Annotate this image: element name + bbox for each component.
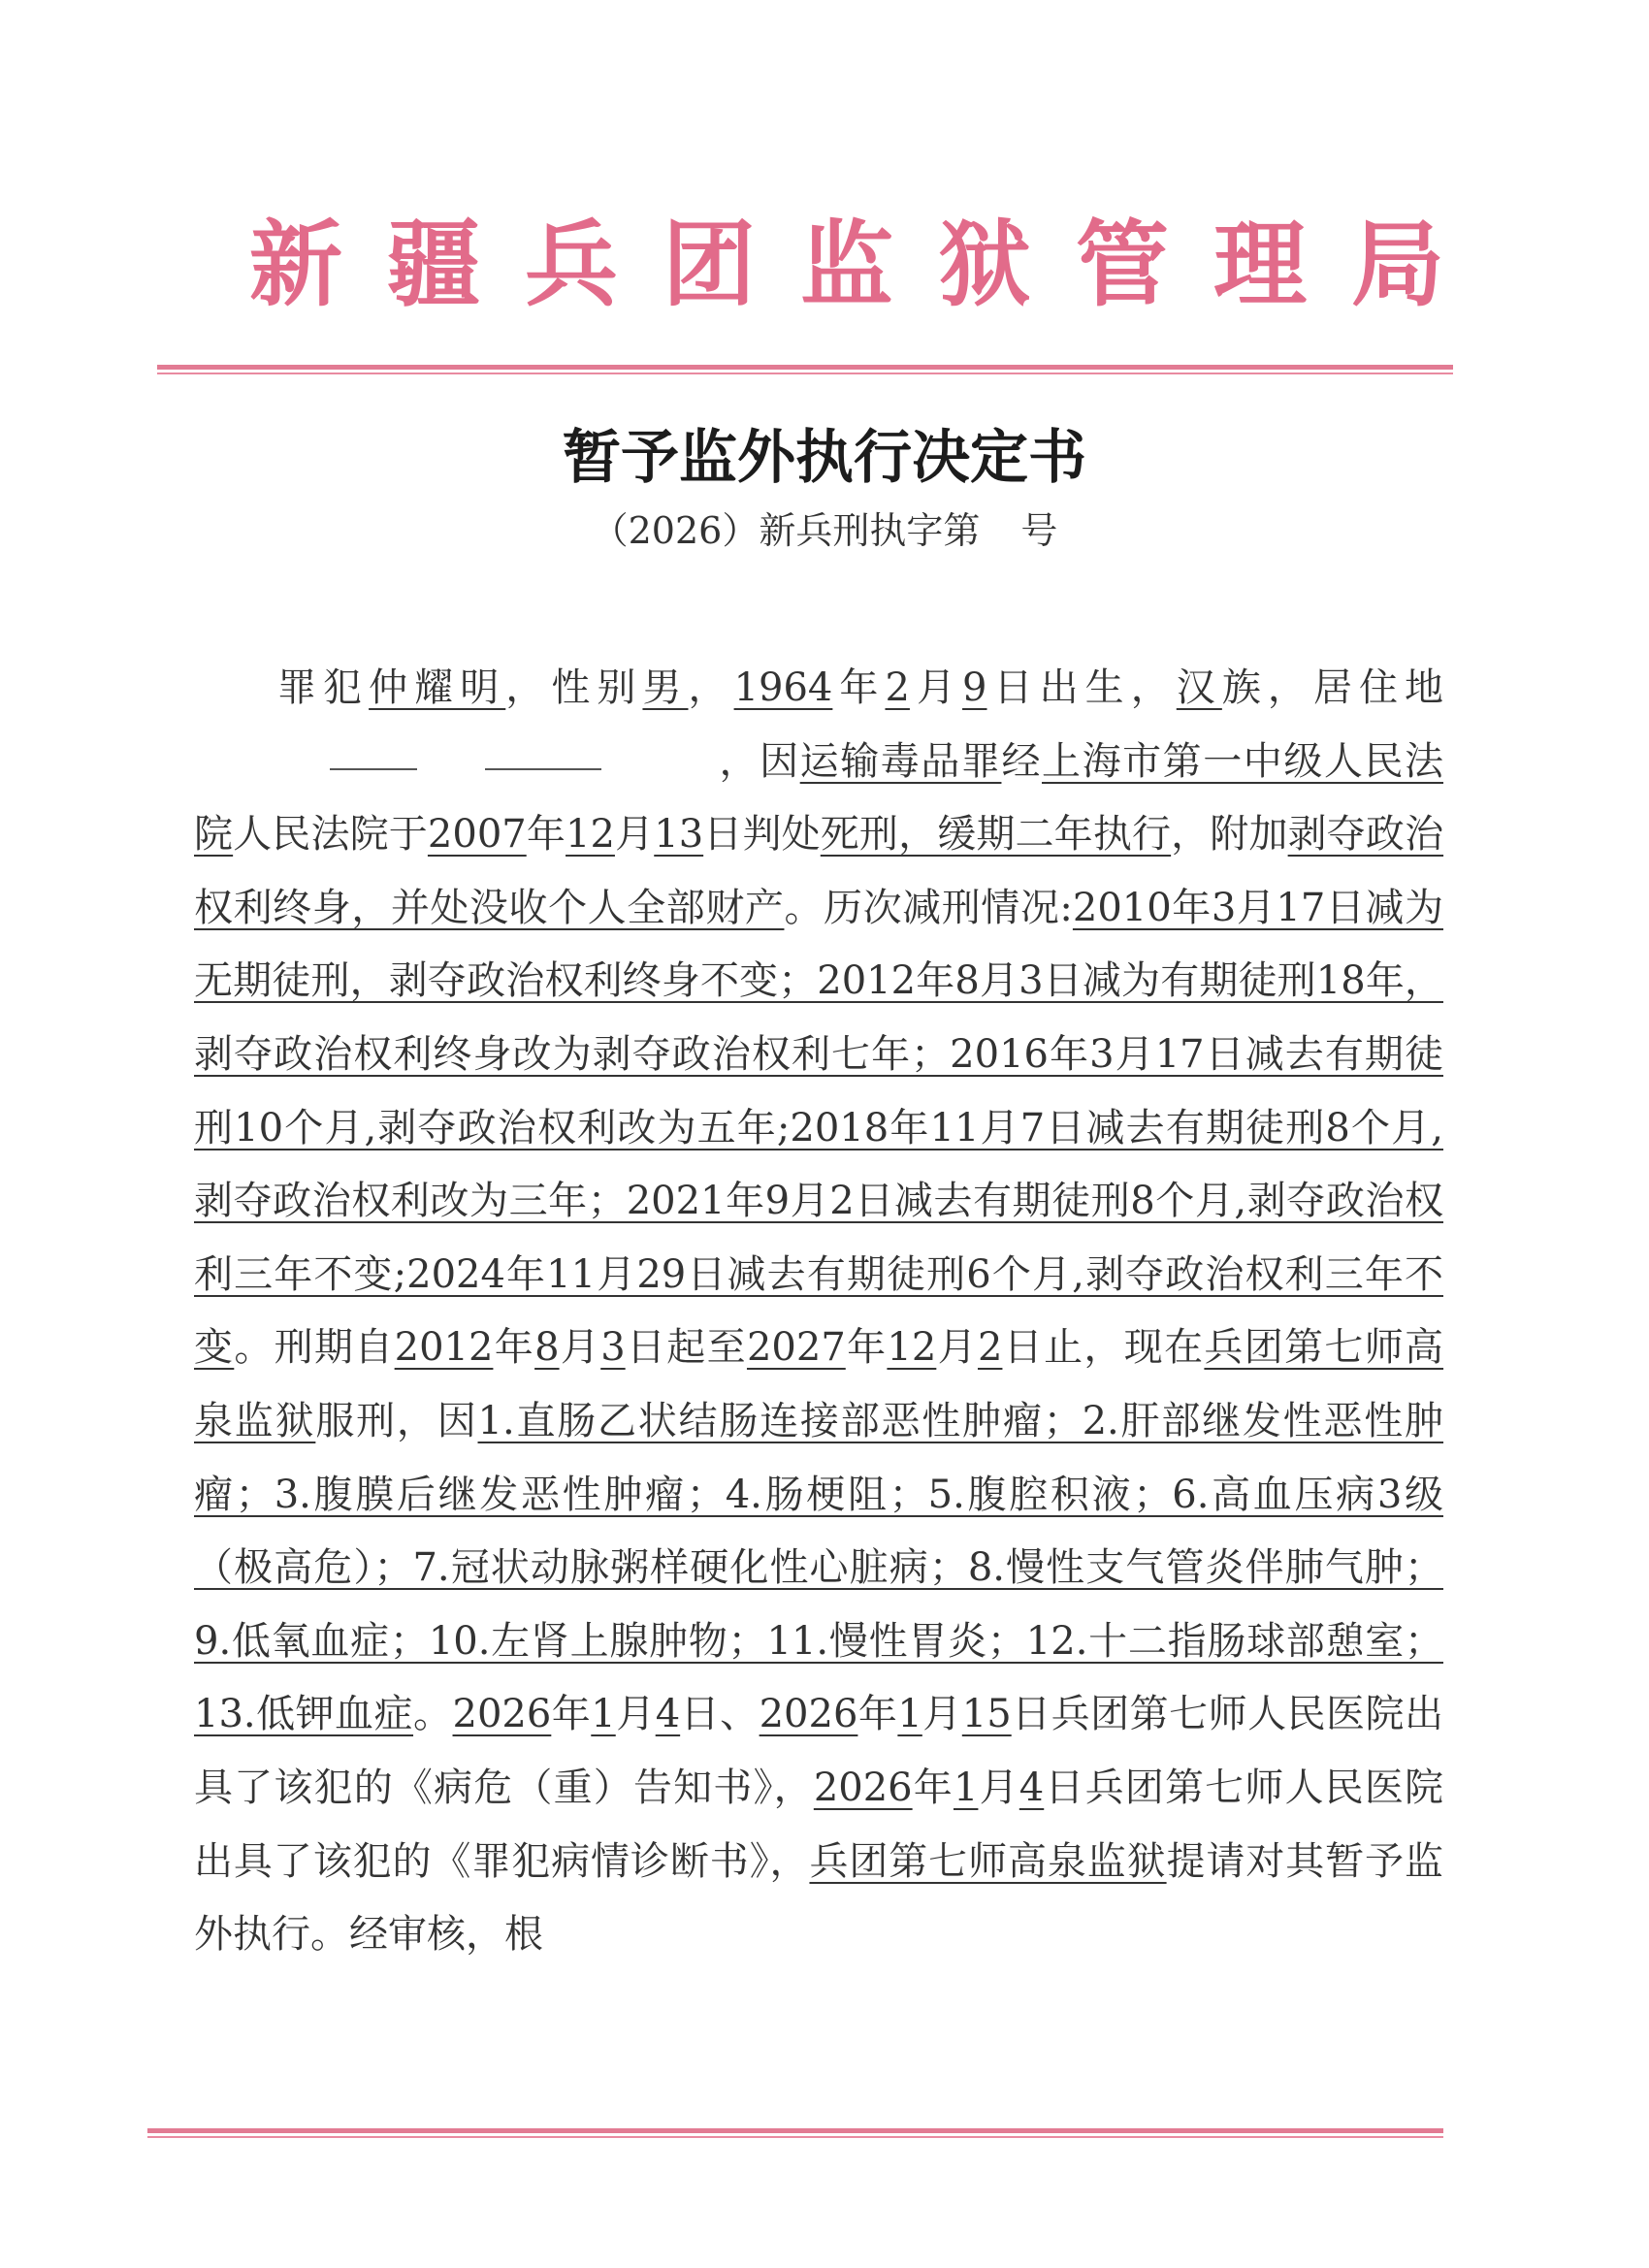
text: 月 [909, 665, 963, 710]
diagnosis-month: 1 [953, 1765, 979, 1810]
text: 年 [551, 1692, 592, 1737]
sentence: 死刑，缓期二年执行 [820, 812, 1172, 858]
text: 月 [615, 1692, 656, 1737]
text: 年 [845, 1325, 888, 1371]
text: ，附加 [1171, 812, 1288, 858]
document-number [0, 501, 1649, 554]
text: 月 [614, 812, 655, 858]
notice2-month: 1 [897, 1692, 922, 1737]
text: ，因 [718, 738, 800, 784]
redaction-line [330, 768, 417, 770]
notice2-day: 15 [961, 1692, 1012, 1737]
notice1-year: 2026 [452, 1692, 552, 1737]
text: 日出生， [986, 665, 1177, 710]
header-rule [157, 365, 1453, 370]
text: 日兵团第七师人民医院出具了该犯的《病危（重）告知书》， [194, 1692, 1444, 1810]
offender-sex: 男 [642, 665, 689, 710]
term-end-year: 2027 [746, 1325, 846, 1371]
birth-year: 1964 [733, 665, 833, 710]
header-rule-thin [157, 373, 1453, 374]
requesting-prison: 兵团第七师高泉监狱 [809, 1838, 1167, 1884]
judgment-month: 12 [566, 812, 615, 858]
term-start-year: 2012 [394, 1325, 494, 1371]
term-start-day: 3 [600, 1325, 626, 1371]
text: 。刑期自 [234, 1325, 395, 1371]
text: 。历次减刑情况: [784, 885, 1073, 930]
text: 月 [922, 1692, 962, 1737]
term-end-month: 12 [887, 1325, 937, 1371]
judgment-day: 13 [654, 812, 704, 858]
footer-rule-thin [147, 2136, 1443, 2138]
reductions-history: 2010年3月17日减为无期徒刑，剥夺政治权利终身不变；2012年8月3日减为有期徒刑18年，剥夺政治权利终身改为剥夺政治权利七年；2016年3月17日减去有期徒刑10个月,剥夺政治权利改为五年;2018年11月7日减去有期徒刑8个月,剥夺政治权利改为三年；2021年9月2日减去有期徒刑8个月,剥夺政治权利三年不变;2024年11月29日减去有期徒刑6个月,剥夺政治权利三年不变 [194, 885, 1443, 1371]
decision-body [194, 652, 1443, 1972]
redacted-address [194, 773, 718, 774]
text: 人民法院于 [233, 812, 428, 858]
ethnicity: 汉 [1176, 665, 1222, 710]
redaction-line [485, 768, 601, 770]
text: 服刑，因 [315, 1398, 478, 1443]
text: 日、 [680, 1692, 760, 1737]
text: 日兵团第七师人民医院出具了该犯的《罪犯病情诊断书》， [194, 1765, 1444, 1884]
birth-month: 2 [885, 665, 910, 710]
text: 年 [857, 1692, 898, 1737]
term-start-month: 8 [534, 1325, 560, 1371]
text: 年 [493, 1325, 535, 1371]
text: 日起至 [625, 1325, 747, 1371]
text: 年 [912, 1765, 954, 1810]
doc-number-suffix: 号 [1020, 509, 1058, 552]
text: 提请对其暂予监外执行。经审核，根 [194, 1838, 1444, 1958]
diagnosis-year: 2026 [813, 1765, 913, 1810]
document-title: 暂予监外执行决定书 [563, 424, 1086, 492]
additional-penalty: 剥夺政治权利终身，并处没收个人全部财产 [194, 812, 1444, 930]
court: 上海市第一中级人民法院 [194, 738, 1444, 858]
text: 日止，现在 [1002, 1325, 1205, 1371]
text: ，性别 [505, 665, 643, 710]
doc-number-prefix: （2026）新兵刑执字第 [591, 509, 981, 552]
text: 月 [978, 1765, 1019, 1810]
judgment-year: 2007 [427, 812, 527, 858]
text: ， [688, 665, 734, 710]
birth-day: 9 [962, 665, 987, 710]
text: 月 [936, 1325, 978, 1371]
text: 月 [559, 1325, 601, 1371]
footer-rule [147, 2128, 1443, 2133]
term-end-day: 2 [977, 1325, 1003, 1371]
notice1-day: 4 [655, 1692, 681, 1737]
notice1-month: 1 [591, 1692, 616, 1737]
diagnosis-day: 4 [1018, 1765, 1045, 1810]
text: 。 [413, 1692, 453, 1737]
text: 日判处 [703, 812, 821, 858]
prison: 兵团第七师高泉监狱 [194, 1325, 1444, 1443]
offender-name: 仲耀明 [369, 665, 506, 710]
text: 族，居住地 [1221, 665, 1444, 710]
text: 年 [526, 812, 566, 858]
text: 罪犯 [277, 665, 370, 710]
notice2-year: 2026 [759, 1692, 858, 1737]
text: 年 [832, 665, 886, 710]
crime: 运输毒品罪 [799, 738, 1002, 784]
text: 经 [1001, 738, 1043, 784]
organization-header: 新疆兵团监狱管理局 [249, 210, 1489, 319]
diseases: 1.直肠乙状结肠连接部恶性肿瘤；2.肝部继发性恶性肿瘤；3.腹膜后继发恶性肿瘤；4.肠梗阻；5.腹腔积液；6.高血压病3级（极高危）；7.冠状动脉粥样硬化性心脏病；8.慢性支气管炎伴肺气肿；9.低氧血症；10.左肾上腺肿物；11.慢性胃炎；12.十二指肠球部憩室；13.低钾血症 [194, 1398, 1444, 1737]
body-paragraph [194, 652, 1443, 1972]
